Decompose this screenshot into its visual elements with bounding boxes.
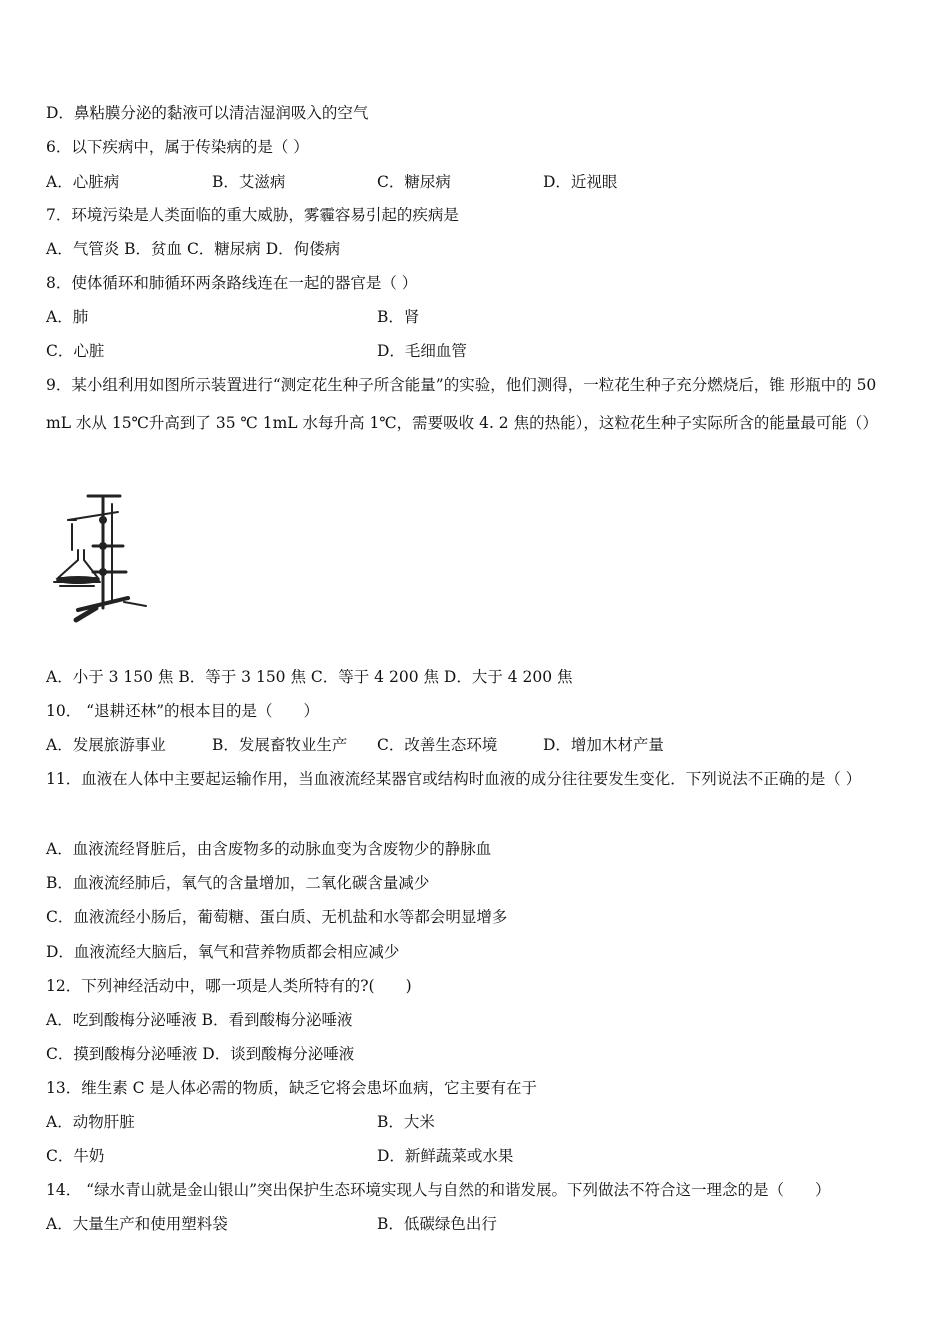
q5-option-d: D．鼻粘膜分泌的黏液可以清洁湿润吸入的空气 — [46, 104, 369, 122]
q10-stem: 10． “退耕还林”的根本目的是（ ） — [46, 702, 319, 720]
q10-option-b: B．发展畜牧业生产 — [212, 736, 348, 754]
q12-options-ab: A．吃到酸梅分泌唾液 B．看到酸梅分泌唾液 — [46, 1011, 353, 1029]
q8-option-a: A．肺 — [46, 308, 89, 326]
q14-option-a: A．大量生产和使用塑料袋 — [46, 1215, 228, 1233]
experiment-apparatus-figure — [48, 490, 152, 628]
q11-option-a: A．血液流经肾脏后，由含废物多的动脉血变为含废物少的静脉血 — [46, 840, 492, 858]
q13-option-b: B．大米 — [377, 1113, 435, 1131]
q12-options-cd: C．摸到酸梅分泌唾液 D．谈到酸梅分泌唾液 — [46, 1045, 355, 1063]
q6-option-c: C．糖尿病 — [377, 173, 451, 191]
q14-option-b: B．低碳绿色出行 — [377, 1215, 497, 1233]
q9-options: A．小于 3 150 焦 B．等于 3 150 焦 C．等于 4 200 焦 D．大于 4 200 焦 — [46, 668, 573, 686]
q6-option-b: B．艾滋病 — [212, 173, 286, 191]
q14-stem: 14． “绿水青山就是金山银山”突出保护生态环境实现人与自然的和谐发展。下列做法不符合这一理念的是（ ） — [46, 1181, 831, 1199]
q10-option-a: A．发展旅游事业 — [46, 736, 166, 754]
q10-option-c: C．改善生态环境 — [377, 736, 498, 754]
q11-option-d: D．血液流经大脑后，氧气和营养物质都会相应减少 — [46, 943, 400, 961]
q13-option-c: C．牛奶 — [46, 1147, 105, 1165]
q6-stem: 6．以下疾病中，属于传染病的是（ ） — [46, 138, 309, 156]
q7-stem: 7．环境污染是人类面临的重大威胁，雾霾容易引起的疾病是 — [46, 206, 459, 224]
q11-option-b: B．血液流经肺后，氧气的含量增加，二氧化碳含量减少 — [46, 874, 430, 892]
q11-stem: 11．血液在人体中主要起运输作用，当血液流经某器官或结构时血液的成分往往要发生变化．下列说法不正确的是（ ） — [46, 770, 862, 788]
q9-stem: 9．某小组利用如图所示装置进行“测定花生种子所含能量”的实验，他们测得，一粒花生种子充分燃烧后，锥 形瓶中的 50 mL 水从 15℃升高到了 35 ℃ 1mL 水每升高 1℃，需要吸收 4. 2 焦的热能），这粒花生种子实际所含的能量最可能（） — [46, 376, 878, 432]
q8-option-d: D．毛细血管 — [377, 342, 467, 360]
q13-stem: 13．维生素 C 是人体必需的物质，缺乏它将会患坏血病，它主要有在于 — [46, 1079, 537, 1097]
q8-option-c: C．心脏 — [46, 342, 105, 360]
q6-option-d: D．近视眼 — [543, 173, 618, 191]
q8-stem: 8．使体循环和肺循环两条路线连在一起的器官是（ ） — [46, 274, 418, 292]
q8-option-b: B．肾 — [377, 308, 420, 326]
q12-stem: 12．下列神经活动中，哪一项是人类所特有的?( ) — [46, 977, 412, 995]
q11-option-c: C．血液流经小肠后，葡萄糖、蛋白质、无机盐和水等都会明显增多 — [46, 908, 508, 926]
q13-option-a: A．动物肝脏 — [46, 1113, 135, 1131]
q7-options: A．气管炎 B．贫血 C．糖尿病 D．佝偻病 — [46, 240, 341, 258]
q6-option-a: A．心脏病 — [46, 173, 120, 191]
q10-option-d: D．增加木材产量 — [543, 736, 664, 754]
q13-option-d: D．新鲜蔬菜或水果 — [377, 1147, 514, 1165]
